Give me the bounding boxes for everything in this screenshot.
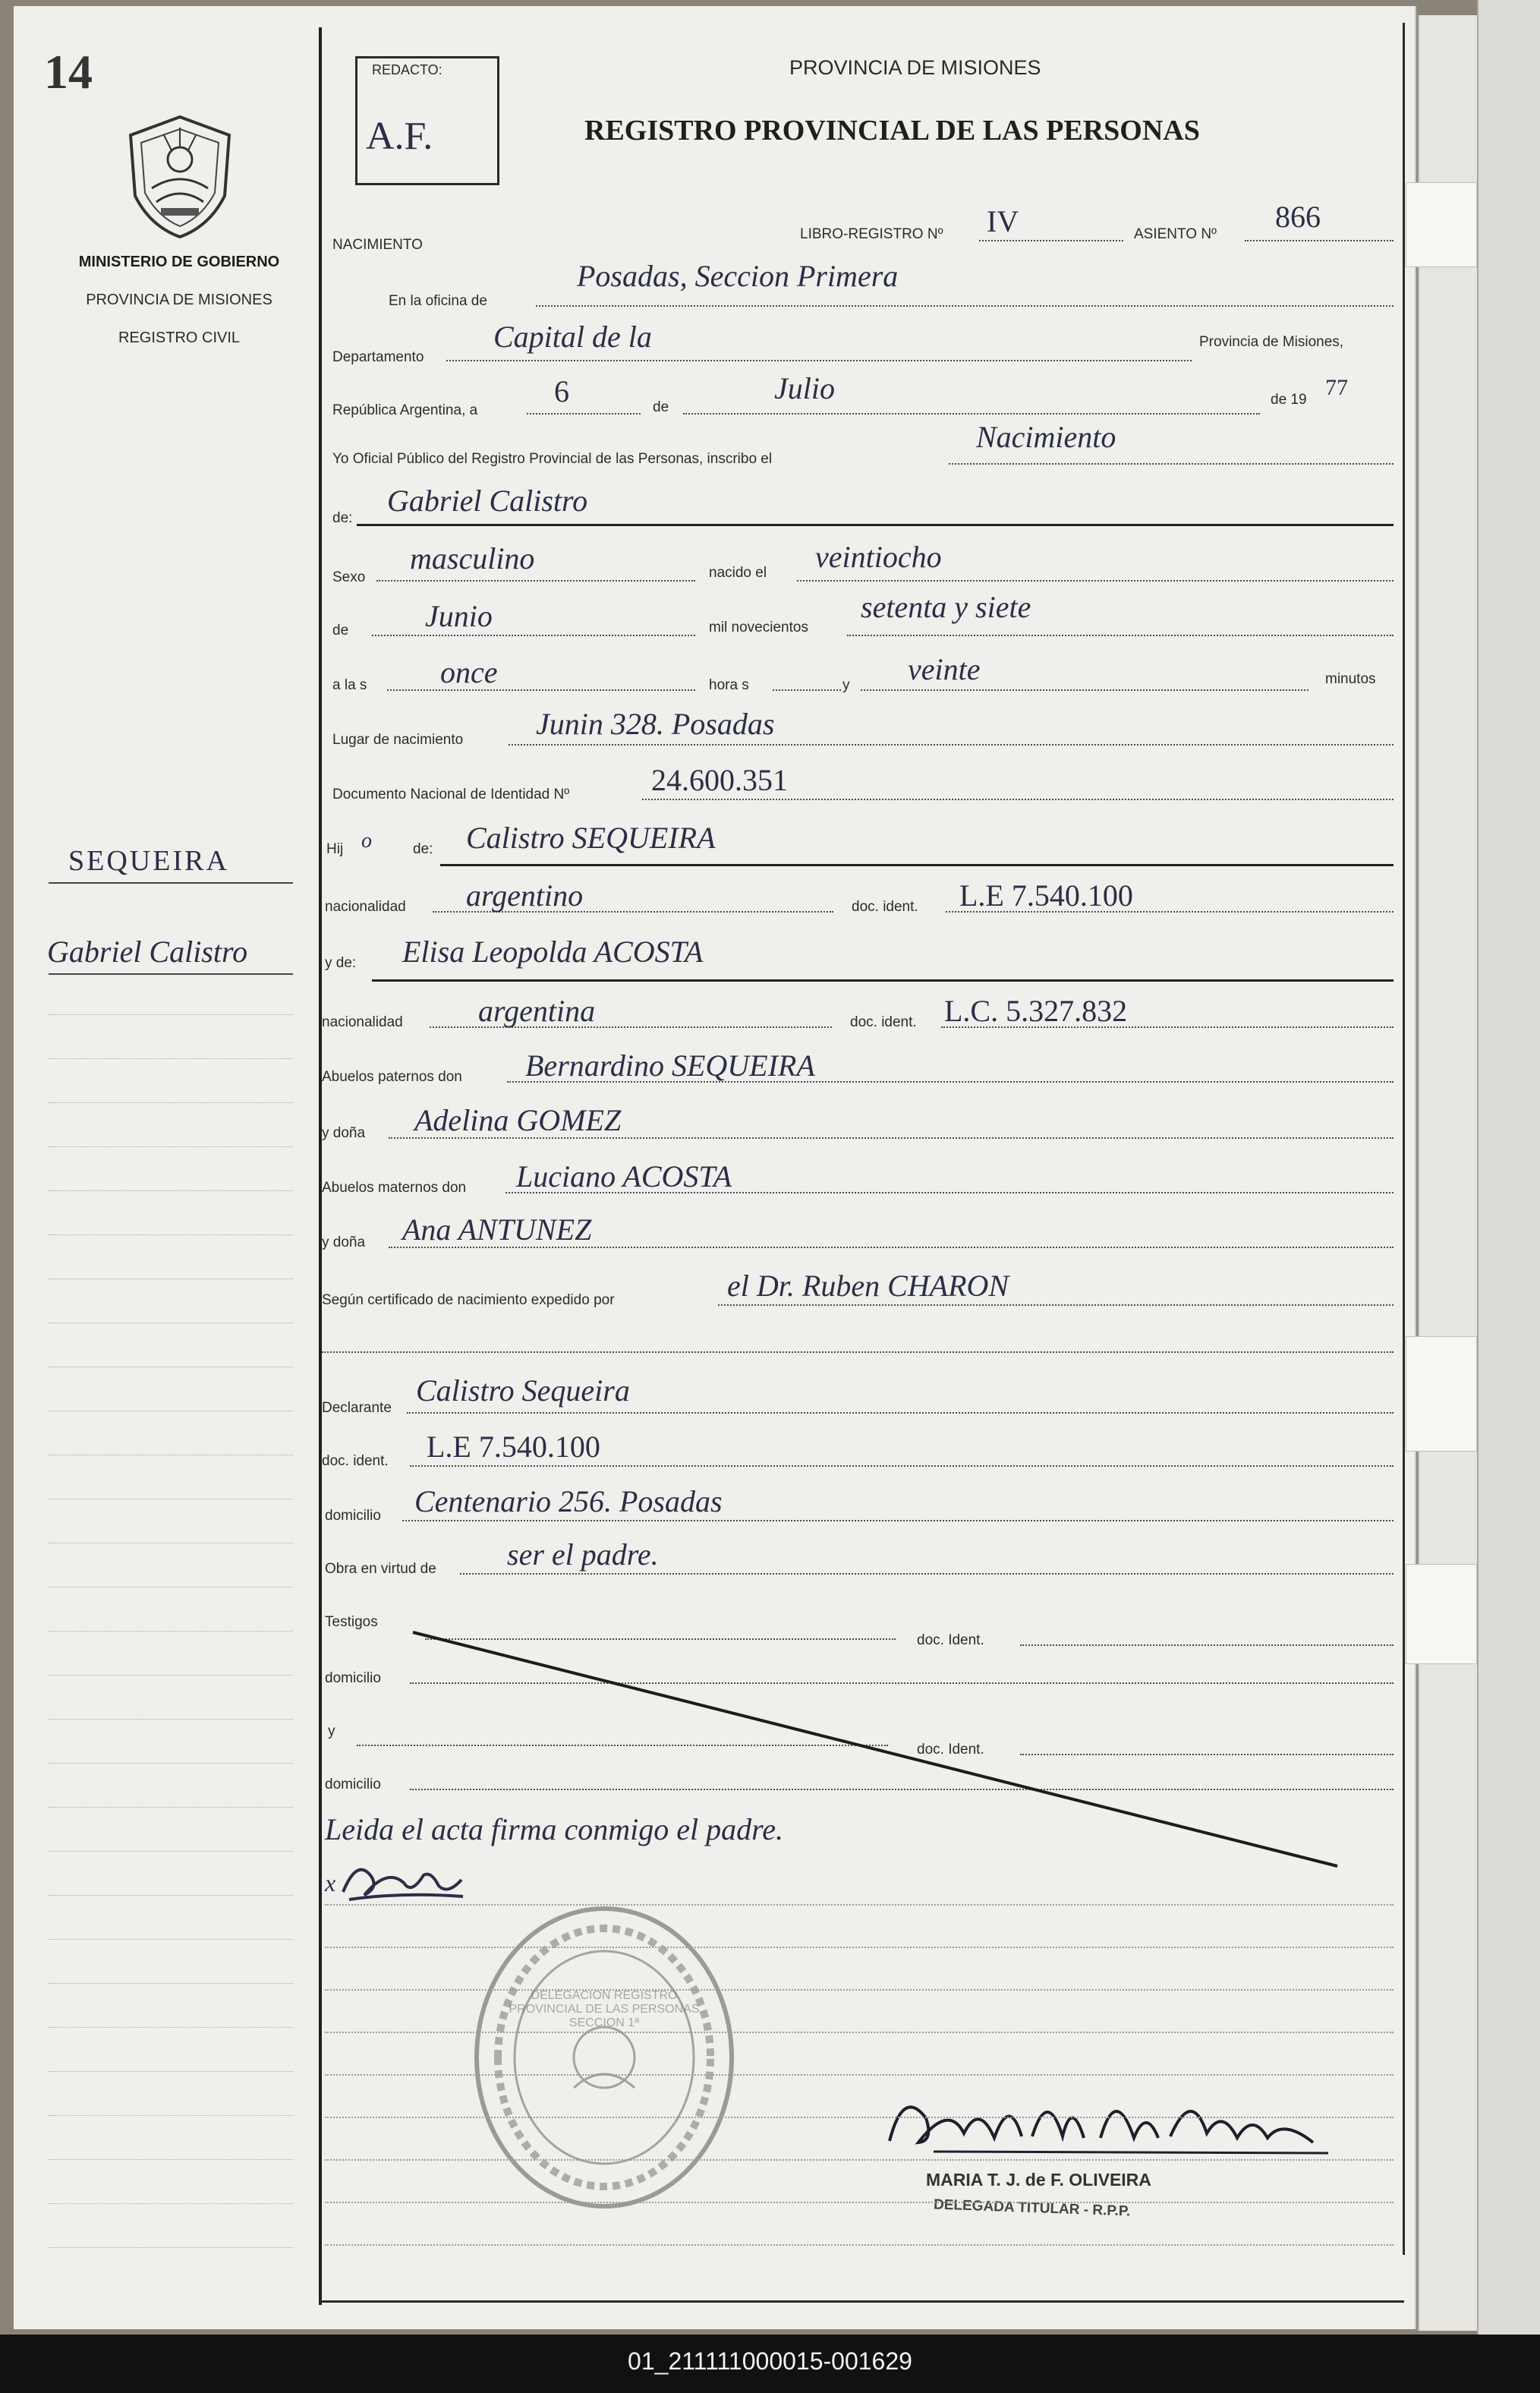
signature-ruled-line xyxy=(325,2244,1394,2246)
minutos-label: minutos xyxy=(1325,671,1376,687)
mes-value: Julio xyxy=(774,371,835,405)
folio-number: 14 xyxy=(44,45,93,99)
abp-value: Bernardino SEQUEIRA xyxy=(525,1048,815,1083)
docdecl-label: doc. ident. xyxy=(322,1453,389,1469)
abm2-value: Ana ANTUNEZ xyxy=(402,1212,592,1247)
margin-ruled-line xyxy=(49,1102,293,1103)
alas-label: a la s xyxy=(332,677,367,693)
margin-ruled-line xyxy=(49,1939,293,1940)
ministry-registry: REGISTRO CIVIL xyxy=(118,329,241,346)
testigos-label: Testigos xyxy=(325,1614,378,1630)
asiento-label: ASIENTO Nº xyxy=(1134,226,1217,242)
declarante-label: Declarante xyxy=(322,1400,392,1416)
scan-id: 01_211111000015-001629 xyxy=(628,2347,912,2375)
signature-ruled-line xyxy=(325,1989,1394,1991)
fecha-de-label: de xyxy=(653,399,669,415)
closing-statement: Leida el acta firma conmigo el padre. xyxy=(325,1812,783,1846)
nac1-label: nacionalidad xyxy=(325,899,406,915)
asiento-value: 866 xyxy=(1275,200,1321,234)
obra-label: Obra en virtud de xyxy=(325,1561,436,1577)
departamento-value: Capital de la xyxy=(493,320,652,354)
anio-nac-value: setenta y siete xyxy=(861,590,1031,624)
horas-label: hora s xyxy=(709,677,749,693)
mes-nac-label: de xyxy=(332,623,349,638)
hijo-suffix: o xyxy=(361,829,372,853)
madre-label: y de: xyxy=(325,955,357,971)
oficina-value: Posadas, Seccion Primera xyxy=(577,259,899,293)
declarant-mark: x xyxy=(325,1869,336,1896)
obra-value: ser el padre. xyxy=(507,1537,659,1572)
anio-prefix: de 19 xyxy=(1271,392,1307,408)
abp2-value: Adelina GOMEZ xyxy=(414,1103,622,1137)
anio-value: 77 xyxy=(1325,375,1348,400)
document-title: REGISTRO PROVINCIAL DE LAS PERSONAS xyxy=(584,115,1200,147)
nac2-value: argentina xyxy=(478,994,596,1028)
margin-ruled-line xyxy=(49,1146,293,1147)
doc1-label: doc. ident. xyxy=(852,899,918,915)
redacto-label: REDACTO: xyxy=(372,62,442,77)
official-stamp xyxy=(468,1898,741,2217)
departamento-label: Departamento xyxy=(332,349,424,365)
margin-ruled-line xyxy=(49,1763,293,1764)
margin-ruled-line xyxy=(49,1014,293,1015)
testigo2-doc-label: doc. Ident. xyxy=(917,1742,984,1758)
signature-ruled-line xyxy=(325,2202,1394,2203)
hora-value: once xyxy=(440,655,498,689)
margin-ruled-line xyxy=(49,1278,293,1279)
margin-ruled-line xyxy=(49,2027,293,2028)
testigo2-dom-label: domicilio xyxy=(325,1777,381,1792)
act-type-label: NACIMIENTO xyxy=(332,237,423,253)
margin-ruled-line xyxy=(49,2115,293,2116)
mil-label: mil novecientos xyxy=(709,620,808,635)
ydona1-label: y doña xyxy=(322,1125,366,1141)
official-name: MARIA T. J. de F. OLIVEIRA xyxy=(926,2170,1151,2190)
hijo-de-label: de: xyxy=(413,841,433,857)
testigo2-y-label: y xyxy=(328,1723,335,1739)
sexo-label: Sexo xyxy=(332,569,366,585)
domicilio-label: domicilio xyxy=(325,1508,381,1524)
signature-ruled-line xyxy=(325,2159,1394,2161)
redacto-value: A.F. xyxy=(366,115,433,158)
madre-value: Elisa Leopolda ACOSTA xyxy=(402,935,704,969)
docdecl-value: L.E 7.540.100 xyxy=(427,1430,600,1464)
hijo-label: Hij xyxy=(326,841,344,857)
lugar-value: Junin 328. Posadas xyxy=(536,707,775,741)
ministry-name: MINISTERIO DE GOBIERNO xyxy=(78,254,280,270)
mes-nac-value: Junio xyxy=(425,599,493,633)
abm-label: Abuelos maternos don xyxy=(322,1180,467,1196)
nac1-value: argentino xyxy=(466,878,584,913)
doc1-value: L.E 7.540.100 xyxy=(959,878,1133,913)
domicilio-value: Centenario 256. Posadas xyxy=(414,1484,723,1518)
dia-value: 6 xyxy=(554,374,569,408)
provincia-suffix: Provincia de Misiones, xyxy=(1199,334,1344,350)
margin-ruled-line xyxy=(49,1719,293,1720)
y-label: y xyxy=(842,677,850,693)
official-title: DELEGADA TITULAR - R.P.P. xyxy=(933,2196,1131,2220)
dni-label: Documento Nacional de Identidad Nº xyxy=(332,787,570,802)
signature-ruled-line xyxy=(325,1947,1394,1948)
cert-label: Según certificado de nacimiento expedido por xyxy=(322,1292,615,1308)
margin-given-names: Gabriel Calistro xyxy=(47,935,248,969)
lugar-label: Lugar de nacimiento xyxy=(332,732,464,748)
padre-value: Calistro SEQUEIRA xyxy=(466,821,716,855)
margin-ruled-line xyxy=(49,2203,293,2204)
nombre-value: Gabriel Calistro xyxy=(387,484,588,518)
nacido-label: nacido el xyxy=(709,565,767,581)
doc2-value: L.C. 5.327.832 xyxy=(944,994,1128,1028)
abp-label: Abuelos paternos don xyxy=(322,1069,462,1085)
nac2-label: nacionalidad xyxy=(322,1014,403,1030)
margin-ruled-line xyxy=(49,1234,293,1235)
margin-ruled-line xyxy=(49,2071,293,2072)
testigo1-dom-label: domicilio xyxy=(325,1670,381,1686)
margin-ruled-line xyxy=(49,1851,293,1852)
margin-ruled-line xyxy=(49,1631,293,1632)
margin-ruled-line xyxy=(49,2247,293,2248)
cert-value: el Dr. Ruben CHARON xyxy=(727,1269,1009,1303)
ministry-province: PROVINCIA DE MISIONES xyxy=(86,292,272,308)
margin-ruled-line xyxy=(49,1807,293,1808)
nombre-label: de: xyxy=(332,510,353,526)
dni-value: 24.600.351 xyxy=(651,763,788,797)
signature-ruled-line xyxy=(325,2074,1394,2076)
signature-ruled-line xyxy=(325,1904,1394,1906)
oficial-value: Nacimiento xyxy=(976,420,1116,454)
margin-surname: SEQUEIRA xyxy=(68,845,229,877)
oficina-label: En la oficina de xyxy=(389,293,487,309)
margin-ruled-line xyxy=(49,1675,293,1676)
oficial-label: Yo Oficial Público del Registro Provincial de las Personas, inscribo el xyxy=(332,451,773,467)
libro-label: LIBRO-REGISTRO Nº xyxy=(800,226,943,242)
margin-ruled-line xyxy=(49,1190,293,1191)
official-signature xyxy=(873,2073,1343,2179)
province-heading: PROVINCIA DE MISIONES xyxy=(789,56,1041,79)
abm-value: Luciano ACOSTA xyxy=(516,1159,732,1193)
republica-label: República Argentina, a xyxy=(332,402,478,418)
minutos-value: veinte xyxy=(908,652,981,686)
testigo1-doc-label: doc. Ident. xyxy=(917,1632,984,1648)
signature-ruled-line xyxy=(325,2117,1394,2118)
ydona2-label: y doña xyxy=(322,1234,366,1250)
margin-ruled-line xyxy=(49,1058,293,1059)
margin-ruled-line xyxy=(49,1895,293,1896)
doc2-label: doc. ident. xyxy=(850,1014,917,1030)
margin-ruled-line xyxy=(49,2159,293,2160)
libro-value: IV xyxy=(987,204,1019,238)
stamp-text: DELEGACION REGISTRO PROVINCIAL DE LAS PERSONAS SECCION 1ª xyxy=(509,1989,700,2029)
signature-ruled-line xyxy=(325,2032,1394,2033)
margin-ruled-line xyxy=(49,1983,293,1984)
sexo-value: masculino xyxy=(410,541,535,575)
declarante-value: Calistro Sequeira xyxy=(416,1373,630,1408)
nacido-value: veintiocho xyxy=(815,540,942,574)
